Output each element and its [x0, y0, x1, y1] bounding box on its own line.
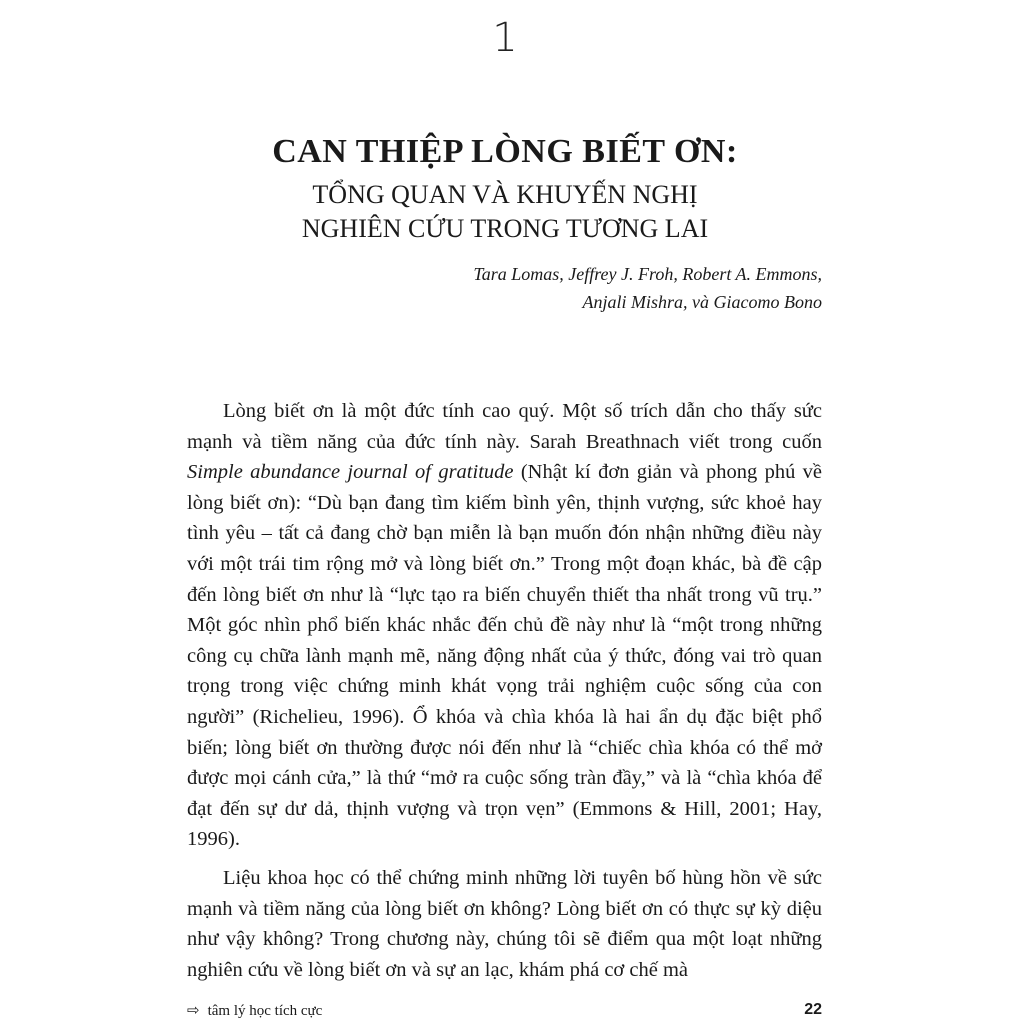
body-text — [187, 396, 822, 993]
authors-line-2: Anjali Mishra, và Giacomo Bono — [582, 292, 822, 312]
chapter-subtitle — [0, 178, 1010, 246]
footer-book-title-text: tâm lý học tích cực — [207, 1003, 323, 1019]
page-footer — [187, 998, 822, 1024]
subtitle-line-2: NGHIÊN CỨU TRONG TƯƠNG LAI — [301, 214, 709, 243]
book-title-italic: Simple abundance journal of gratitude — [187, 461, 514, 484]
paragraph-1-text-a: Lòng biết ơn là một đức tính cao quý. Một số trích dẫn cho thấy sức mạnh và tiềm năng của đức tính này. Sarah Breathnach viết trong cuốn — [187, 400, 822, 453]
chapter-title: CAN THIỆP LÒNG BIẾT ƠN: — [272, 133, 738, 170]
subtitle-line-1: TỔNG QUAN VÀ KHUYẾN NGHỊ — [312, 180, 698, 209]
chapter-authors — [473, 260, 822, 316]
page-number: 22 — [804, 1001, 822, 1018]
footer-book-title — [187, 998, 322, 1023]
authors-line-1: Tara Lomas, Jeffrey J. Froh, Robert A. Emmons, — [473, 264, 822, 284]
arrow-right-outline-icon: ⇨ — [187, 1001, 200, 1019]
paragraph-1-text-b: (Nhật kí đơn giản và phong phú về lòng biết ơn): “Dù bạn đang tìm kiếm bình yên, thịnh vượng, sức khoẻ hay tình yêu – tất cả đang chờ bạn miễn là bạn muốn đón nhận những điều này với một trái tim rộng mở và lòng biết ơn.” Trong một đoạn khác, bà đề cập đến lòng biết ơn như là “lực tạo ra biến chuyển thiết tha nhất trong vũ trụ.” Một góc nhìn phổ biến khác nhắc đến chủ đề này như là “một trong những công cụ chữa lành mạnh mẽ, năng động nhất của ý thức, đóng vai trò quan trọng trong việc chứng minh khát vọng trải nghiệm cuộc sống của con người” (Richelieu, 1996). Ổ khóa và chìa khóa là hai ẩn dụ đặc biệt phổ biến; lòng biết ơn thường được nói đến như là “chiếc chìa khóa có thể mở được mọi cánh cửa,” là thứ “mở ra cuộc sống tràn đầy,” và là “chìa khóa để đạt đến sự dư dả, thịnh vượng và trọn vẹn” (Emmons & Hill, 2001; Hay, 1996). — [187, 461, 822, 851]
chapter-number: 1 — [492, 15, 518, 61]
paragraph-2: Liệu khoa học có thể chứng minh những lời tuyên bố hùng hồn về sức mạnh và tiềm năng của lòng biết ơn không? Lòng biết ơn có thực sự kỳ diệu như vậy không? Trong chương này, chúng tôi sẽ điểm qua một loạt những nghiên cứu về lòng biết ơn và sự an lạc, khám phá cơ chế mà — [187, 866, 822, 981]
paragraph-1 — [187, 396, 822, 855]
